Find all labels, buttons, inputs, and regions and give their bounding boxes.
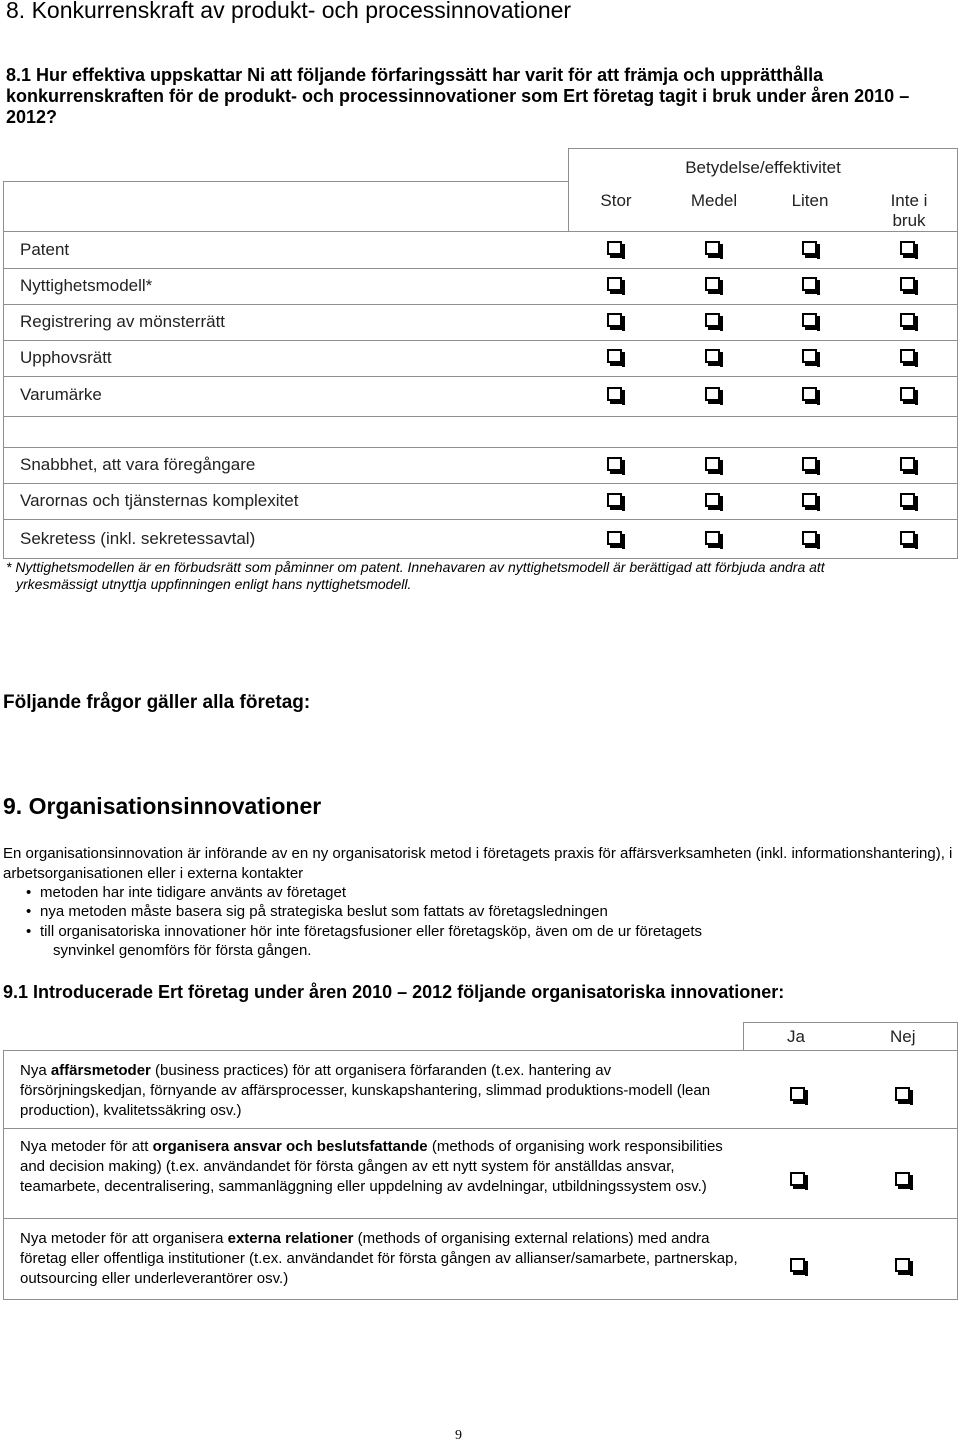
row-divider <box>3 268 958 269</box>
checkbox-monsterratt-medel[interactable] <box>705 313 720 327</box>
checkbox-nyttighetsmodell-inte-i-bruk[interactable] <box>900 277 915 291</box>
item-text-bold: externa relationer <box>227 1230 354 1247</box>
checkbox-komplexitet-liten[interactable] <box>802 493 817 507</box>
checkbox-snabbhet-liten[interactable] <box>802 457 817 471</box>
footnote-line-1: * Nyttighetsmodellen är en förbudsrätt som påminner om patent. Innehavaren av nyttighetsmodell är berättigad att förbjuda andra att <box>6 559 825 575</box>
item-text-pre: Nya metoder för att <box>20 1138 153 1155</box>
checkbox-work-responsibilities-ja[interactable] <box>790 1172 805 1186</box>
checkbox-monsterratt-liten[interactable] <box>802 313 817 327</box>
checkbox-sekretess-stor[interactable] <box>607 531 622 545</box>
row-divider <box>3 376 958 377</box>
row-divider <box>3 1218 958 1219</box>
bullet-item <box>26 902 608 922</box>
checkbox-patent-medel[interactable] <box>705 241 720 255</box>
checkbox-snabbhet-inte-i-bruk[interactable] <box>900 457 915 471</box>
col-medel: Medel <box>690 191 738 210</box>
item-text-post: (methods of organising external relations) med andra företag eller offentliga institutioner (t.ex. användandet för första gången av allianser/samarbete, partnerskap, outsourcing eller underleverantörer osv.) <box>20 1230 738 1287</box>
innovation-external-relations <box>20 1229 740 1289</box>
row-label-patent: Patent <box>20 240 70 259</box>
checkbox-komplexitet-stor[interactable] <box>607 493 622 507</box>
checkbox-snabbhet-medel[interactable] <box>705 457 720 471</box>
row-divider <box>3 483 958 484</box>
yes-no-header-box <box>743 1022 958 1051</box>
checkbox-sekretess-inte-i-bruk[interactable] <box>900 531 915 545</box>
bullet-item <box>26 883 347 903</box>
checkbox-patent-stor[interactable] <box>607 241 622 255</box>
innovation-work-responsibilities <box>20 1137 740 1197</box>
checkbox-varumarke-inte-i-bruk[interactable] <box>900 387 915 401</box>
checkbox-monsterratt-inte-i-bruk[interactable] <box>900 313 915 327</box>
bullet-continuation: synvinkel genomförs för första gången. <box>53 942 312 959</box>
bullet-text: nya metoden måste basera sig på strategiska beslut som fattats av företagsledningen <box>40 903 608 920</box>
section-9-intro: En organisationsinnovation är införande av en ny organisatorisk metod i företagets praxis för affärsverksamheten (inkl. informationshantering), i arbetsorganisationen eller i externa kontakter <box>3 845 953 882</box>
row-divider <box>3 1128 958 1129</box>
col-ja: Ja <box>787 1027 805 1046</box>
page-number: 9 <box>455 1428 462 1443</box>
row-label-varumarke: Varumärke <box>20 385 102 404</box>
checkbox-external-relations-nej[interactable] <box>895 1258 910 1272</box>
table-header-left <box>3 181 569 232</box>
bullet-text: metoden har inte tidigare använts av företaget <box>40 884 347 901</box>
row-divider <box>3 519 958 520</box>
item-text-pre: Nya <box>20 1062 51 1079</box>
question-8-1: 8.1 Hur effektiva uppskattar Ni att följande förfaringssätt har varit för att främja och upprätthålla konkurrenskraften för de produkt- och processinnovationer som Ert företag tagit i bruk under åren 2010 – 2012? <box>6 65 910 127</box>
col-liten: Liten <box>791 191 829 210</box>
bullet-text: till organisatoriska innovationer hör inte företagsfusioner eller företagsköp, även om de ur företagets <box>40 923 703 940</box>
checkbox-monsterratt-stor[interactable] <box>607 313 622 327</box>
checkbox-varumarke-stor[interactable] <box>607 387 622 401</box>
section-8-title: 8. Konkurrenskraft av produkt- och processinnovationer <box>6 0 572 23</box>
bullet-icon: • <box>26 923 32 940</box>
section-9-title: 9. Organisationsinnovationer <box>3 793 322 819</box>
checkbox-upphovsratt-liten[interactable] <box>802 349 817 363</box>
item-text-post: (business practices) för att organisera förfaranden (t.ex. hantering av försörjningskedjan, förnyande av affärsprocesser, kunskapshantering, slimmad produktions-modell (lean production), kvalitetssäkring osv.) <box>20 1062 711 1119</box>
row-divider <box>3 447 958 448</box>
checkbox-patent-liten[interactable] <box>802 241 817 255</box>
col-stor: Stor <box>600 191 632 210</box>
innovation-business-practices <box>20 1061 740 1121</box>
checkbox-nyttighetsmodell-liten[interactable] <box>802 277 817 291</box>
checkbox-sekretess-medel[interactable] <box>705 531 720 545</box>
checkbox-nyttighetsmodell-stor[interactable] <box>607 277 622 291</box>
item-text-pre: Nya metoder för att organisera <box>20 1230 228 1247</box>
row-divider <box>3 416 958 417</box>
checkbox-patent-inte-i-bruk[interactable] <box>900 241 915 255</box>
row-label-komplexitet: Varornas och tjänsternas komplexitet <box>20 491 299 510</box>
all-companies-heading: Följande frågor gäller alla företag: <box>3 692 311 713</box>
col-inte-i-bruk: Inte i bruk <box>890 191 928 230</box>
checkbox-external-relations-ja[interactable] <box>790 1258 805 1272</box>
row-divider <box>3 340 958 341</box>
item-text-bold: organisera ansvar och beslutsfattande <box>152 1138 428 1155</box>
row-label-snabbhet: Snabbhet, att vara föregångare <box>20 455 256 474</box>
question-9-1: 9.1 Introducerade Ert företag under åren 2010 – 2012 följande organisatoriska innovationer: <box>3 982 785 1002</box>
checkbox-upphovsratt-stor[interactable] <box>607 349 622 363</box>
col-nej: Nej <box>890 1027 916 1046</box>
row-label-monsterratt: Registrering av mönsterrätt <box>20 312 226 331</box>
checkbox-work-responsibilities-nej[interactable] <box>895 1172 910 1186</box>
checkbox-komplexitet-medel[interactable] <box>705 493 720 507</box>
effect-header: Betydelse/effektivitet <box>685 158 841 177</box>
row-divider <box>3 304 958 305</box>
checkbox-sekretess-liten[interactable] <box>802 531 817 545</box>
row-label-nyttighetsmodell: Nyttighetsmodell* <box>20 276 153 295</box>
checkbox-varumarke-medel[interactable] <box>705 387 720 401</box>
checkbox-komplexitet-inte-i-bruk[interactable] <box>900 493 915 507</box>
checkbox-business-practices-ja[interactable] <box>790 1087 805 1101</box>
checkbox-upphovsratt-inte-i-bruk[interactable] <box>900 349 915 363</box>
item-text-post: (methods of organising work responsibilities and decision making) (t.ex. användandet för första gången av ett nytt system för anställdas ansvar, teamarbete, decentralisering, sammanläggning eller uppdelning av avdelningar, utbildningssystem osv.) <box>20 1138 723 1195</box>
checkbox-upphovsratt-medel[interactable] <box>705 349 720 363</box>
item-text-bold: affärsmetoder <box>50 1062 151 1079</box>
checkbox-varumarke-liten[interactable] <box>802 387 817 401</box>
bullet-icon: • <box>26 884 32 901</box>
bullet-item <box>26 922 703 942</box>
checkbox-nyttighetsmodell-medel[interactable] <box>705 277 720 291</box>
row-label-sekretess: Sekretess (inkl. sekretessavtal) <box>20 529 256 548</box>
checkbox-business-practices-nej[interactable] <box>895 1087 910 1101</box>
row-label-upphovsratt: Upphovsrätt <box>20 348 112 367</box>
bullet-icon: • <box>26 903 32 920</box>
footnote-line-2: yrkesmässigt utnyttja uppfinningen enligt hans nyttighetsmodell. <box>16 576 412 592</box>
checkbox-snabbhet-stor[interactable] <box>607 457 622 471</box>
